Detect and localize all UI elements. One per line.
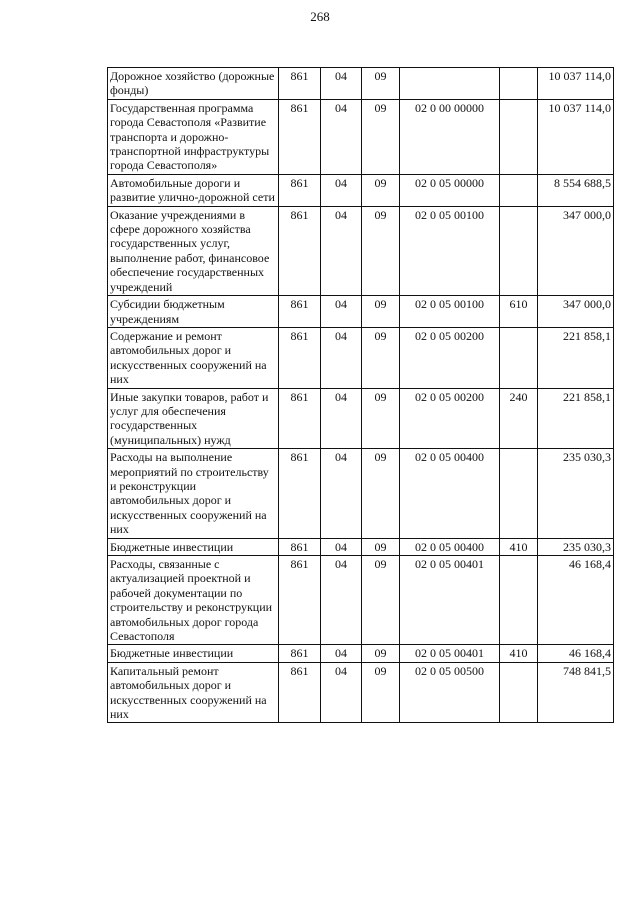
row-subsection: 09 (362, 99, 400, 174)
row-grbs: 861 (279, 174, 321, 206)
row-target-article: 02 0 05 00500 (400, 662, 500, 723)
row-amount: 347 000,0 (538, 296, 614, 328)
row-subsection: 09 (362, 538, 400, 555)
row-subsection: 09 (362, 68, 400, 100)
row-target-article: 02 0 05 00401 (400, 645, 500, 662)
table-row (108, 327, 614, 388)
row-target-article: 02 0 05 00200 (400, 327, 500, 388)
row-grbs: 861 (279, 449, 321, 538)
row-target-article: 02 0 05 00100 (400, 206, 500, 295)
row-expense-type (500, 662, 538, 723)
row-section: 04 (321, 556, 362, 645)
row-expense-type (500, 68, 538, 100)
row-expense-type: 240 (500, 388, 538, 449)
row-name: Оказание учреждениями в сфере дорожного хозяйства государственных услуг, выполнение работ, финансовое обеспечение государственных учреждений (108, 206, 279, 295)
row-expense-type (500, 327, 538, 388)
row-target-article: 02 0 00 00000 (400, 99, 500, 174)
budget-table (107, 67, 614, 723)
row-grbs: 861 (279, 296, 321, 328)
row-expense-type (500, 174, 538, 206)
table-row (108, 206, 614, 295)
row-name: Субсидии бюджетным учреждениям (108, 296, 279, 328)
row-expense-type (500, 556, 538, 645)
row-target-article: 02 0 05 00000 (400, 174, 500, 206)
table-row (108, 662, 614, 723)
row-name: Капитальный ремонт автомобильных дорог и искусственных сооружений на них (108, 662, 279, 723)
row-section: 04 (321, 645, 362, 662)
row-expense-type (500, 206, 538, 295)
row-grbs: 861 (279, 68, 321, 100)
row-grbs: 861 (279, 99, 321, 174)
row-amount: 46 168,4 (538, 556, 614, 645)
row-target-article: 02 0 05 00401 (400, 556, 500, 645)
row-section: 04 (321, 388, 362, 449)
row-section: 04 (321, 662, 362, 723)
row-grbs: 861 (279, 327, 321, 388)
row-amount: 221 858,1 (538, 388, 614, 449)
row-amount: 8 554 688,5 (538, 174, 614, 206)
row-expense-type (500, 99, 538, 174)
row-expense-type: 610 (500, 296, 538, 328)
row-subsection: 09 (362, 662, 400, 723)
table-row (108, 296, 614, 328)
table-row (108, 538, 614, 555)
row-subsection: 09 (362, 449, 400, 538)
row-section: 04 (321, 206, 362, 295)
row-name: Содержание и ремонт автомобильных дорог и искусственных сооружений на них (108, 327, 279, 388)
row-name: Автомобильные дороги и развитие улично-дорожной сети (108, 174, 279, 206)
row-section: 04 (321, 296, 362, 328)
row-expense-type (500, 449, 538, 538)
row-grbs: 861 (279, 645, 321, 662)
row-subsection: 09 (362, 556, 400, 645)
row-expense-type: 410 (500, 645, 538, 662)
row-subsection: 09 (362, 174, 400, 206)
row-section: 04 (321, 68, 362, 100)
row-grbs: 861 (279, 388, 321, 449)
row-name: Расходы на выполнение мероприятий по строительству и реконструкции автомобильных дорог и искусственных сооружений на них (108, 449, 279, 538)
row-amount: 46 168,4 (538, 645, 614, 662)
row-grbs: 861 (279, 206, 321, 295)
row-target-article: 02 0 05 00400 (400, 449, 500, 538)
row-section: 04 (321, 327, 362, 388)
row-name: Бюджетные инвестиции (108, 538, 279, 555)
row-section: 04 (321, 99, 362, 174)
row-subsection: 09 (362, 296, 400, 328)
row-name: Расходы, связанные с актуализацией проектной и рабочей документации по строительству и реконструкции автомобильных дорог города Севастополя (108, 556, 279, 645)
row-name: Дорожное хозяйство (дорожные фонды) (108, 68, 279, 100)
row-subsection: 09 (362, 206, 400, 295)
row-grbs: 861 (279, 662, 321, 723)
row-amount: 10 037 114,0 (538, 68, 614, 100)
row-target-article: 02 0 05 00100 (400, 296, 500, 328)
table-row (108, 174, 614, 206)
row-amount: 235 030,3 (538, 449, 614, 538)
row-target-article: 02 0 05 00200 (400, 388, 500, 449)
table-row (108, 99, 614, 174)
table-row (108, 68, 614, 100)
row-section: 04 (321, 174, 362, 206)
table-row (108, 556, 614, 645)
row-amount: 221 858,1 (538, 327, 614, 388)
table-row (108, 645, 614, 662)
row-target-article: 02 0 05 00400 (400, 538, 500, 555)
table-row (108, 388, 614, 449)
row-name: Государственная программа города Севастополя «Развитие транспорта и дорожно-транспортной инфраструктуры города Севастополя» (108, 99, 279, 174)
row-subsection: 09 (362, 388, 400, 449)
page-number: 268 (310, 9, 330, 24)
row-subsection: 09 (362, 645, 400, 662)
row-name: Бюджетные инвестиции (108, 645, 279, 662)
row-grbs: 861 (279, 538, 321, 555)
row-section: 04 (321, 449, 362, 538)
row-name: Иные закупки товаров, работ и услуг для обеспечения государственных (муниципальных) нужд (108, 388, 279, 449)
table-row (108, 449, 614, 538)
row-section: 04 (321, 538, 362, 555)
row-grbs: 861 (279, 556, 321, 645)
row-amount: 10 037 114,0 (538, 99, 614, 174)
row-amount: 748 841,5 (538, 662, 614, 723)
row-target-article (400, 68, 500, 100)
row-amount: 235 030,3 (538, 538, 614, 555)
row-amount: 347 000,0 (538, 206, 614, 295)
row-subsection: 09 (362, 327, 400, 388)
row-expense-type: 410 (500, 538, 538, 555)
